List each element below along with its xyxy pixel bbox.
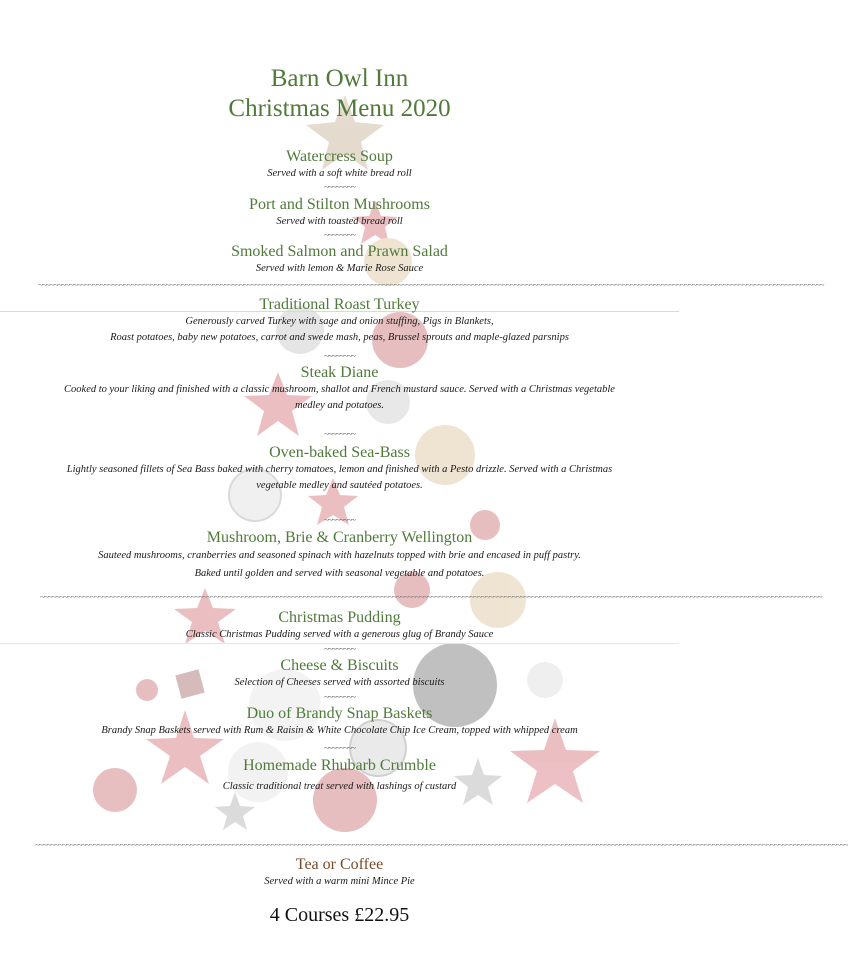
restaurant-name: Barn Owl Inn: [270, 65, 409, 92]
menu-item: [0, 528, 679, 583]
dish-name: Mushroom, Brie & Cranberry Wellington: [206, 529, 473, 546]
course-divider: ~~~~~~~~~~~~~~~~~~~~~~~~~~~~~~~~~~~~~~~~~~~~~~~~~~~~~~~~~~~~~~~~~~~~~~~~~~~~~~~~~~~~~~~~~~~~~~~~~~~~~~~~~~~~~~~~~~~~~~~~~~~~~~~~~~~~~~~~~~~~~~~~~~~~~~~~~~~~~~~~~~~~~~~~~~~~~~~~~~~~~~~~~~~~~~~~~~~~~~~~~~~~~~~~~~: [35, 840, 848, 850]
dish-name: Duo of Brandy Snap Baskets: [246, 705, 433, 722]
tilde-divider: ~~~~~~~~: [324, 743, 355, 753]
menu-item: [0, 363, 679, 414]
dish-name: Traditional Roast Turkey: [259, 296, 420, 313]
dish-name: Tea or Coffee: [295, 856, 384, 873]
dish-description: Classic traditional treat served with lashings of custard: [222, 781, 457, 792]
dish-description: Served with lemon & Marie Rose Sauce: [255, 263, 424, 274]
menu-item: [0, 147, 679, 182]
menu-item: [0, 242, 679, 277]
dish-description: Served with toasted bread roll: [276, 216, 403, 227]
dish-name: Watercress Soup: [286, 148, 393, 165]
dish-description-line: Roast potatoes, baby new potatoes, carrot and swede mash, peas, Brussel sprouts and maple-glazed parsnips: [110, 332, 569, 343]
dish-description: Selection of Cheeses served with assorted biscuits: [234, 677, 445, 688]
dish-name: Port and Stilton Mushrooms: [249, 196, 430, 213]
dish-description-line: medley and potatoes.: [295, 400, 384, 411]
menu-item: [0, 295, 679, 346]
dish-description: Served with a soft white bread roll: [267, 168, 412, 179]
menu-title: Christmas Menu 2020: [228, 95, 451, 122]
dish-description: Classic Christmas Pudding served with a generous glug of Brandy Sauce: [185, 629, 494, 640]
dish-name: Steak Diane: [300, 364, 379, 381]
tilde-divider: ~~~~~~~~: [324, 692, 355, 702]
menu-item: [0, 704, 679, 739]
tilde-divider: ~~~~~~~~: [324, 351, 355, 361]
dish-description: Brandy Snap Baskets served with Rum & Raisin & White Chocolate Chip Ice Cream, topped with whipped cream: [101, 725, 578, 736]
menu-item: [0, 443, 679, 494]
tilde-divider: ~~~~~~~~: [324, 429, 355, 439]
dish-description-line: Baked until golden and served with seasonal vegetable and potatoes.: [194, 568, 485, 579]
menu-item: [0, 195, 679, 230]
dish-description-line: Lightly seasoned fillets of Sea Bass baked with cherry tomatoes, lemon and finished with a Pesto drizzle. Served with a Christmas: [66, 464, 613, 475]
grey-star-icon: [215, 792, 255, 830]
tilde-divider: ~~~~~~~~: [324, 182, 355, 192]
dish-name: Smoked Salmon and Prawn Salad: [231, 243, 448, 260]
course-divider: ~~~~~~~~~~~~~~~~~~~~~~~~~~~~~~~~~~~~~~~~~~~~~~~~~~~~~~~~~~~~~~~~~~~~~~~~~~~~~~~~~~~~~~~~~~~~~~~~~~~~~~~~~~~~~~~~~~~~~~~~~~~~~~~~~~~~~~~~~~~~~~~~~~~~~~~~~~~~~~~~~~~~~~~~~~~~~~~~~~~~~~~~~~~~~~~~~~~~~~~~~~~: [38, 280, 824, 290]
dish-description-line: Sauteed mushrooms, cranberries and seasoned spinach with hazelnuts topped with brie and encased in puff pastry.: [98, 550, 581, 561]
dish-description-line: Cooked to your liking and finished with a classic mushroom, shallot and French mustard sauce. Served with a Christmas vegetable: [64, 384, 615, 395]
menu-price: 4 Courses £22.95: [269, 904, 410, 926]
course-divider: ~~~~~~~~~~~~~~~~~~~~~~~~~~~~~~~~~~~~~~~~~~~~~~~~~~~~~~~~~~~~~~~~~~~~~~~~~~~~~~~~~~~~~~~~~~~~~~~~~~~~~~~~~~~~~~~~~~~~~~~~~~~~~~~~~~~~~~~~~~~~~~~~~~~~~~~~~~~~~~~~~~~~~~~~~~~~~~~~~~~~~~~~~~~~~~~~~~~~~~~~~~: [40, 592, 822, 602]
dish-name: Oven-baked Sea-Bass: [269, 444, 410, 461]
dish-name: Christmas Pudding: [278, 609, 401, 626]
menu-item: [0, 756, 679, 795]
tilde-divider: ~~~~~~~~: [324, 644, 355, 654]
menu-item: [0, 608, 679, 643]
dish-description: Served with a warm mini Mince Pie: [264, 876, 415, 887]
tilde-divider: ~~~~~~~~: [324, 230, 355, 240]
menu-item: [0, 656, 679, 691]
dish-name: Homemade Rhubarb Crumble: [243, 757, 436, 774]
menu-item: [0, 855, 679, 890]
tilde-divider: ~~~~~~~~: [324, 515, 355, 525]
dish-name: Cheese & Biscuits: [280, 657, 399, 674]
dish-description-line: vegetable medley and sautéed potatoes.: [256, 480, 423, 491]
dish-description-line: Generously carved Turkey with sage and onion stuffing, Pigs in Blankets,: [185, 316, 494, 327]
